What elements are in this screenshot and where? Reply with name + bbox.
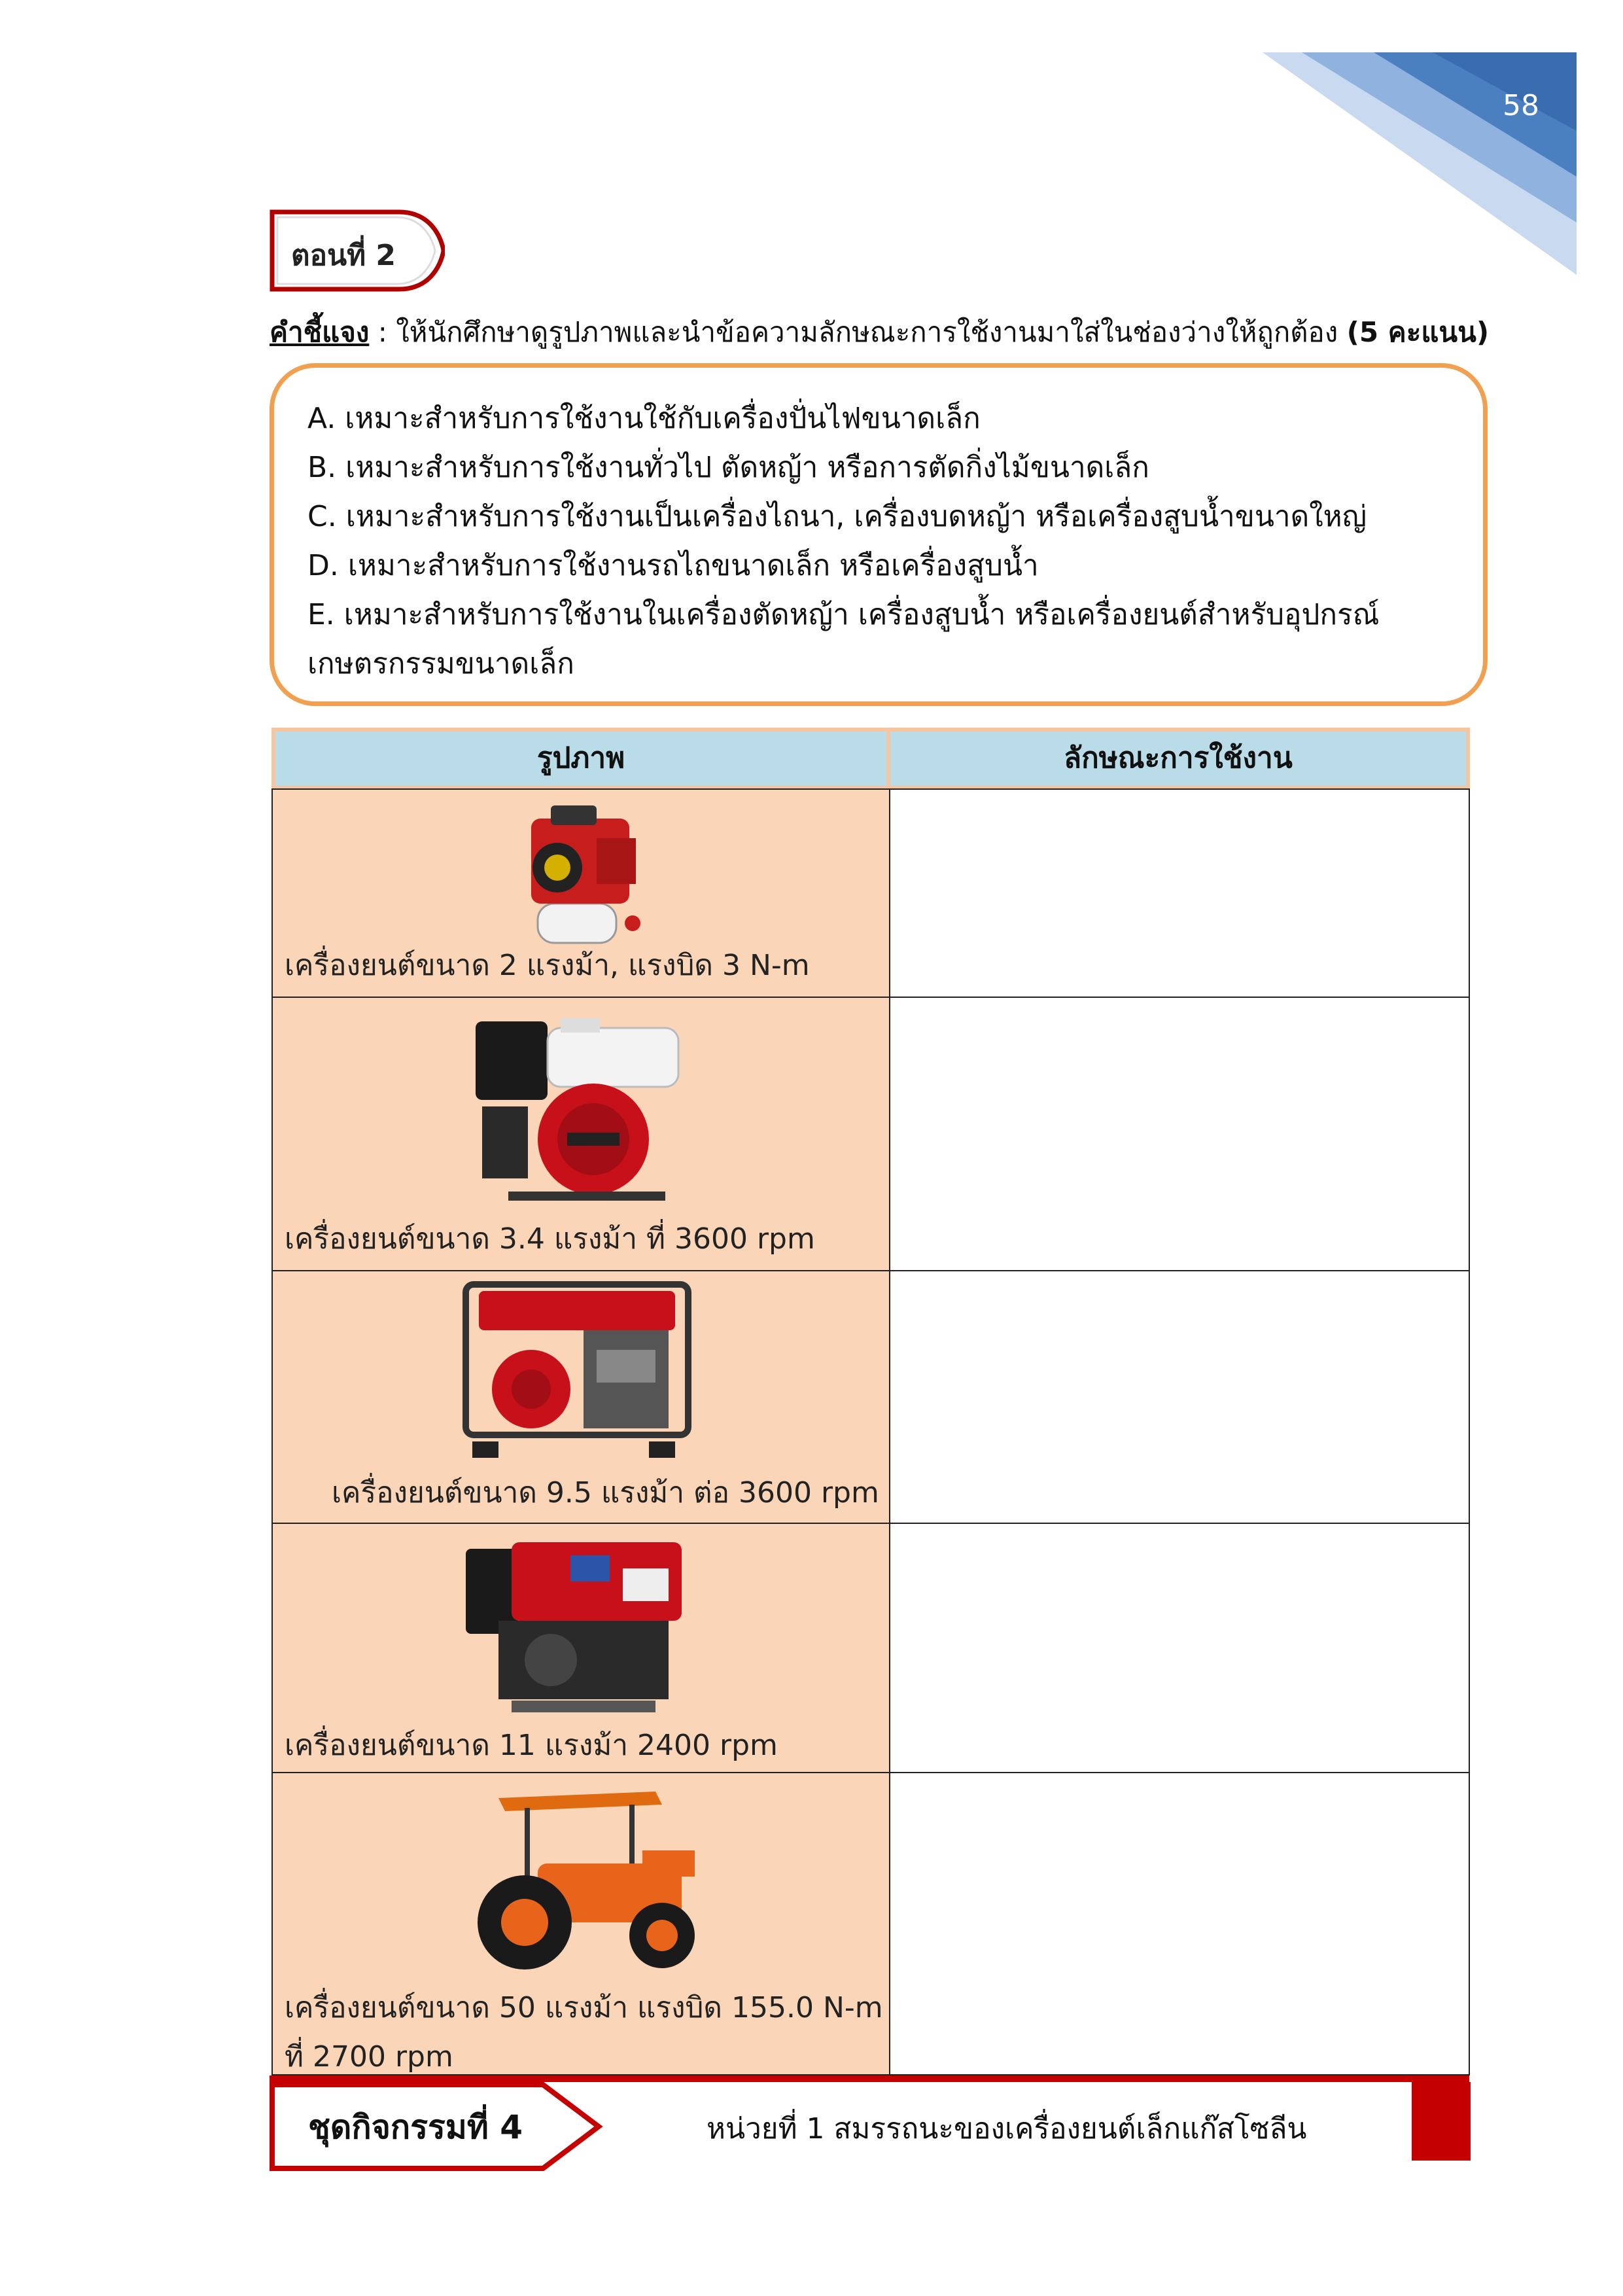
row-5-caption-line-1: เครื่องยนต์ขนาด 50 แรงม้า แรงบิด 155.0 N-m: [285, 1991, 883, 2024]
instructions-text: : ให้นักศึกษาดูรูปภาพและนำข้อความลักษณะการใช้งานมาใส่ในช่องว่างให้ถูกต้อง: [369, 316, 1347, 348]
table-row-5-answer-cell[interactable]: [889, 1772, 1470, 2075]
tractor-image: [459, 1785, 708, 1975]
instructions-points: (5 คะแนน): [1346, 316, 1490, 348]
row-2-caption: เครื่องยนต์ขนาด 3.4 แรงม้า ที่ 3600 rpm: [285, 1222, 815, 1256]
instructions-label: คำชี้แจง: [270, 316, 370, 348]
small-engine-image: [512, 799, 655, 949]
section-title: ตอนที่ 2: [291, 239, 396, 272]
instructions: [270, 313, 1512, 352]
table-row-4-answer-cell[interactable]: [889, 1523, 1470, 1773]
table-row-1-answer-cell[interactable]: [889, 788, 1470, 998]
option-c: C. เหมาะสำหรับการใช้งานเป็นเครื่องไถนา, เครื่องบดหญ้า หรือเครื่องสูบน้ำขนาดใหญ่: [307, 500, 1367, 533]
option-a: A. เหมาะสำหรับการใช้งานใช้กับเครื่องปั่นไฟขนาดเล็ก: [307, 402, 981, 435]
table-row-3-picture-cell: [271, 1270, 890, 1524]
table-row-1-picture-cell: [271, 788, 890, 998]
table-row-2-picture-cell: [271, 997, 890, 1271]
table-header-picture: รูปภาพ: [271, 728, 890, 790]
table-row-2-answer-cell[interactable]: [889, 997, 1470, 1271]
row-1-caption: เครื่องยนต์ขนาด 2 แรงม้า, แรงบิด 3 N-m: [285, 949, 810, 982]
corner-decoration: [1263, 52, 1577, 275]
diesel-engine-image: [459, 1529, 695, 1719]
footer-accent-block: [1412, 2082, 1471, 2161]
gasoline-engine-image: [469, 1008, 691, 1205]
unit-title: หน่วยที่ 1 สมรรถนะของเครื่องยนต์เล็กแก๊สโซลีน: [707, 2112, 1307, 2146]
row-4-caption: เครื่องยนต์ขนาด 11 แรงม้า 2400 rpm: [285, 1729, 778, 1762]
row-3-caption: เครื่องยนต์ขนาด 9.5 แรงม้า ต่อ 3600 rpm: [332, 1476, 879, 1510]
activity-set-label: ชุดกิจกรรมที่ 4: [307, 2108, 523, 2146]
table-header-usage: ลักษณะการใช้งาน: [886, 728, 1470, 790]
table-row-4-picture-cell: [271, 1523, 890, 1773]
option-b: B. เหมาะสำหรับการใช้งานทั่วไป ตัดหญ้า หรือการตัดกิ่งไม้ขนาดเล็ก: [307, 451, 1149, 484]
table-row-3-answer-cell[interactable]: [889, 1270, 1470, 1524]
page-number: 58: [1503, 89, 1539, 122]
option-e-continued: เกษตรกรรมขนาดเล็ก: [307, 647, 574, 680]
option-d: D. เหมาะสำหรับการใช้งานรถไถขนาดเล็ก หรือเครื่องสูบน้ำ: [307, 549, 1039, 582]
generator-image: [459, 1278, 695, 1461]
row-5-caption-line-2: ที่ 2700 rpm: [285, 2040, 453, 2074]
table-row-5-picture-cell: [271, 1772, 890, 2075]
option-e: E. เหมาะสำหรับการใช้งานในเครื่องตัดหญ้า เครื่องสูบน้ำ หรือเครื่องยนต์สำหรับอุปกรณ์: [307, 598, 1380, 631]
